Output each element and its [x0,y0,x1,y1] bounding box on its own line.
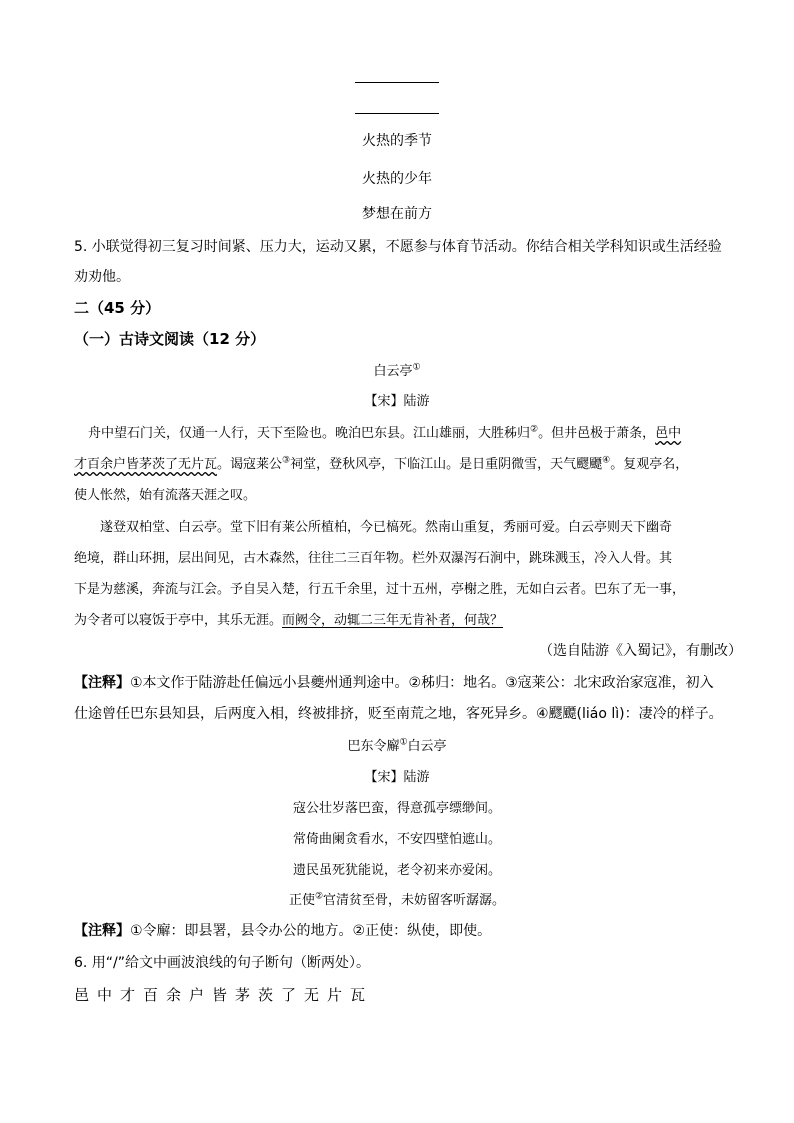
prose-line [74,609,503,628]
poem-title-text: 白云亭 [407,739,447,754]
prose-text: 祠堂，登秋风亭，下临江山。是日重阴微雪，天气飂飃 [290,457,603,472]
prose-text: 。复观亭名， [610,457,689,472]
annotation-label: 【注释】 [74,923,130,939]
poem-title [0,735,794,754]
poem-text: 正使 [288,893,315,908]
footnote-marker: ④ [602,455,611,466]
annotation-line [74,672,714,692]
prose-title-text: 白云亭 [373,364,413,379]
prose-title [0,360,794,379]
prose-author: 【宋】陆游 [364,394,430,409]
prose-line [74,453,688,472]
footnote-marker: ① [399,737,408,748]
footnote-marker: ② [530,424,539,435]
poem-title-text: 巴东令廨 [347,739,400,754]
poem-line: 遗民虽死犹能说，老令初来亦爱闲。 [292,863,501,878]
prose-text: 为令者可以寝饭于亭中，其乐无涯。 [74,613,283,628]
answer-blank-1[interactable] [355,82,439,83]
poem-text: 官清贫至骨，未妨留客听潺潺。 [323,893,506,908]
prose-line: 下是为慈溪，奔流与江会。予自吴入楚，行五千余里，过十五州，亭榭之胜，无如白云者。巴东了无一事， [74,582,686,597]
poem-line: 梦想在前方 [362,206,432,222]
question-6-prompt: 6. 用“/”给文中画波浪线的句子断句（断两处）。 [74,955,371,971]
question-5-line: 劝劝他。 [74,269,130,285]
annotation-text: ①本文作于陆游赴任偏远小县夔州通判途中。②秭归：地名。③寇莱公：北宋政治家寇准，初入 [130,675,714,691]
prose-line: 使人怅然，始有流落天涯之叹。 [74,488,257,503]
footnote-marker: ② [314,891,324,902]
prose-line [88,422,681,441]
prose-line: 遂登双柏堂、白云亭。堂下旧有莱公所植柏，今已槁死。然南山重复，秀丽可爱。白云亭则天下幽奇 [100,520,673,535]
wavy-underlined-sentence: 邑中 [655,426,682,441]
prose-text: 。谒寇莱公 [217,457,283,472]
poem-line: 火热的少年 [362,171,432,187]
footnote-marker: ③ [282,455,291,466]
annotation-text: ①令廨：即县署，县令办公的地方。②正使：纵使，即使。 [130,923,492,939]
annotation-line [74,920,491,940]
poem-line: 火热的季节 [362,133,432,149]
section-title: 二（45 分） [74,299,161,317]
question-6-answer-line[interactable]: 邑中才百余户皆茅茨了无片瓦 [74,986,374,1004]
annotation-line: 仕途曾任巴东县知县，后两度入相，终被排挤，贬至南荒之地，客死异乡。④飂飃(liáo lì)：凄冷的样子。 [74,706,723,722]
prose-line: 绝境，群山环拥，层出间见，古木森然，往往二三百年物。栏外双瀑泻石涧中，跳珠溅玉，冷入人骨。其 [74,551,673,566]
poem-line: 常倚曲阑贪看水，不安四壁怕遮山。 [292,832,501,847]
prose-text: 舟中望石门关，仅通一人行，天下至险也。晚泊巴东县。江山雄丽，大胜秭归 [88,426,531,441]
footnote-marker: ① [412,362,421,373]
poem-line [0,889,794,908]
prose-text: 。但井邑极于萧条， [538,426,656,441]
answer-blank-2[interactable] [355,113,439,114]
underlined-sentence: 而阙令，动辄二三年无肯补者，何哉？ [282,613,504,628]
poem-author: 【宋】陆游 [364,770,430,785]
poem-line: 寇公壮岁落巴蛮，得意孤亭缥缈间。 [292,801,501,816]
question-5-line: 5. 小联觉得初三复习时间紧、压力大，运动又累，不愿参与体育节活动。你结合相关学科知识或生活经验 [74,239,722,255]
source-citation: （选自陆游《入蜀记》，有删改） [539,643,742,659]
wavy-underlined-sentence: 才百余户皆茅茨了无片瓦 [74,457,218,472]
subsection-title: （一）古诗文阅读（12 分） [74,330,266,348]
annotation-label: 【注释】 [74,675,130,691]
